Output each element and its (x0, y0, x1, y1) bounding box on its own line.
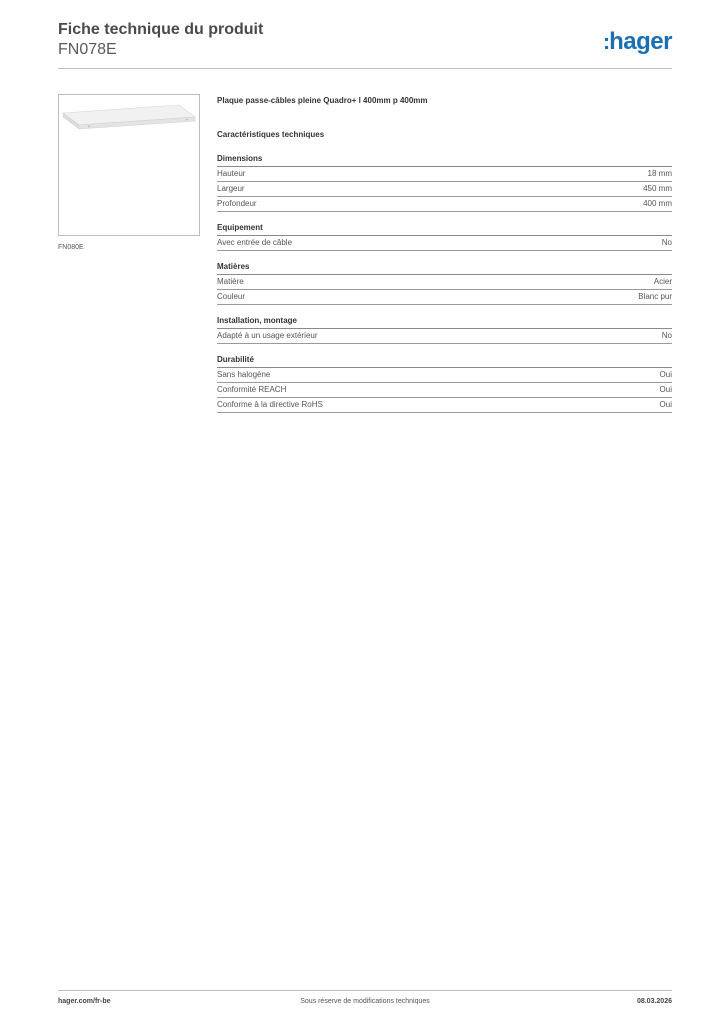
section-title: Installation, montage (217, 315, 672, 329)
spec-value: Oui (659, 400, 672, 409)
product-name: Plaque passe-câbles pleine Quadro+ l 400mm p 400mm (217, 96, 428, 105)
footer-date: 08.03.2026 (636, 998, 672, 1005)
logo-text: hager (609, 28, 672, 55)
spec-row (217, 398, 672, 413)
spec-label: Couleur (217, 292, 246, 301)
footer-website-link[interactable]: hager.com/fr-be (58, 998, 111, 1005)
spec-label: Profondeur (217, 199, 257, 208)
section-installation (217, 315, 672, 344)
section-dimensions (217, 153, 672, 212)
spec-row (217, 182, 672, 197)
spec-row (217, 368, 672, 383)
footer-divider (58, 990, 672, 991)
footer-notice: Sous réserve de modifications techniques (300, 998, 430, 1005)
image-caption: FN080E (58, 244, 84, 251)
section-title: Durabilité (217, 354, 672, 368)
spec-value: No (661, 331, 672, 340)
spec-label: Hauteur (217, 169, 246, 178)
page-header (58, 20, 672, 60)
logo-colon-icon: : (602, 29, 610, 54)
spec-value: Acier (653, 277, 672, 286)
spec-label: Sans halogène (217, 370, 271, 379)
spec-row (217, 329, 672, 344)
spec-row (217, 167, 672, 182)
section-title: Dimensions (217, 153, 672, 167)
spec-row (217, 290, 672, 305)
section-durability (217, 354, 672, 413)
spec-label: Largeur (217, 184, 245, 193)
spec-row (217, 275, 672, 290)
section-materials (217, 261, 672, 305)
section-equipment (217, 222, 672, 251)
spec-value: 450 mm (643, 184, 672, 193)
spec-row (217, 197, 672, 212)
technical-content (217, 95, 672, 413)
spec-label: Matière (217, 277, 244, 286)
cable-plate-illustration (59, 95, 199, 235)
spec-label: Avec entrée de câble (217, 238, 293, 247)
spec-value: Oui (659, 370, 672, 379)
characteristics-title: Caractéristiques techniques (217, 130, 325, 139)
section-title: Equipement (217, 222, 672, 236)
spec-value: No (661, 238, 672, 247)
spec-value: Oui (659, 385, 672, 394)
spec-row (217, 383, 672, 398)
section-title: Matières (217, 261, 672, 275)
product-code: FN078E (58, 41, 117, 58)
spec-label: Conforme à la directive RoHS (217, 400, 323, 409)
header-divider (58, 68, 672, 69)
product-image (58, 94, 200, 236)
spec-label: Conformité REACH (217, 385, 287, 394)
spec-row (217, 236, 672, 251)
spec-label: Adapté à un usage extérieur (217, 331, 318, 340)
page-title: Fiche technique du produit (58, 21, 264, 38)
spec-value: Blanc pur (638, 292, 672, 301)
hager-logo (603, 28, 672, 56)
spec-value: 400 mm (643, 199, 672, 208)
spec-value: 18 mm (647, 169, 672, 178)
